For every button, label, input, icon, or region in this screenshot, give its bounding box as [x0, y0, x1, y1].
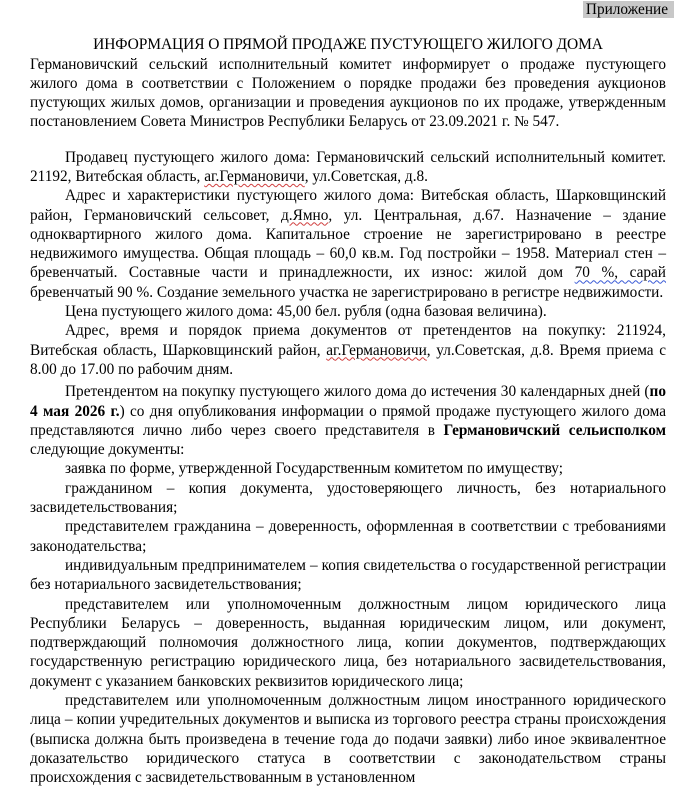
- applicant-text-1: Претендентом на покупку пустующего жилого дома до истечения 30 календарных дней (: [65, 383, 650, 401]
- address-text-1: Адрес и характеристики пустующего жилого дома: Витебская область, Шарковщинский район, Германовичский сельсовет,: [30, 187, 666, 224]
- annex-row: [30, 0, 674, 17]
- seller-locality: аг.Германовичи: [204, 167, 305, 185]
- applicant-deadline: по 4 мая 2026 г.: [30, 383, 666, 420]
- document-item: представителем гражданина – доверенность, оформленная в соответствии с требованиями законодательства;: [30, 518, 666, 555]
- document-item: гражданином – копия документа, удостоверяющего личность, без нотариального засвидетельствования;: [30, 479, 666, 517]
- reception-locality: аг.Германовичи: [326, 341, 427, 359]
- address-text-3: бревенчатый 90 %. Создание земельного участка не зарегистрировано в регистре недвижимости.: [30, 283, 664, 301]
- applicant-office: Германовичский сельисполком: [443, 421, 666, 439]
- applicant-paragraph: [30, 382, 666, 459]
- address-wear: 70 %, сарай: [574, 264, 666, 282]
- document-item: представителем или уполномоченным должностным лицом иностранного юридического лица – копии учредительных документов и выписка из торгового реестра страны происхождения (выписка должна быть произведена в течение года до подачи заявки) либо иное эквивалентное доказательство юридического статуса в соответствии с законодательством страны происхождения с засвидетельствованным в установленном: [30, 692, 666, 787]
- seller-street: , ул.Советская, д.8.: [304, 167, 429, 185]
- price-paragraph: Цена пустующего жилого дома: 45,00 бел. рубля (одна базовая величина).: [65, 303, 547, 321]
- document-title: ИНФОРМАЦИЯ О ПРЯМОЙ ПРОДАЖЕ ПУСТУЮЩЕГО ЖИЛОГО ДОМА: [93, 36, 603, 53]
- address-village: д.Ямно: [281, 206, 329, 224]
- document-item: заявка по форме, утвержденной Государственным комитетом по имуществу;: [65, 460, 563, 478]
- reception-text: Адрес, время и порядок приема документов от претендентов на покупку: 211924, Витебская область, Шарковщинский район,: [30, 322, 666, 359]
- address-text-2: , ул. Центральная, д.67. Назначение – здание одноквартирного жилого дома. Капитальное строение не зарегистрировано в реестре недвижимого имущества. Общая площадь – 60,0 кв.м. Год постройки – 1958. Материал стен – бревенчатый. Составные части и принадлежности, их износ: жилой дом: [30, 206, 666, 282]
- address-paragraph: [30, 186, 666, 302]
- annex-label: Приложение: [583, 1, 674, 18]
- applicant-text-3: следующие документы:: [30, 441, 185, 459]
- applicant-text-2: ) со дня опубликования информации о прямой продаже пустующего жилого дома представляются лично либо через своего представителя в: [30, 402, 667, 439]
- document-item: представителем или уполномоченным должностным лицом юридического лица Республики Беларусь – доверенность, выданная юридическим лицом, или документ, подтверждающий полномочия должностного лица, копии документов, подтверждающих государственную регистрацию юридического лица, без нотариального засвидетельствования, документ с указанием банковских реквизитов юридического лица;: [30, 595, 666, 690]
- seller-text: Продавец пустующего жилого дома: Германовичский сельский исполнительный комитет. 21192, Витебская область,: [30, 148, 666, 185]
- reception-time: , ул.Советская, д.8. Время приема с 8.00 до 17.00 по рабочим дням.: [30, 341, 666, 378]
- reception-paragraph: [30, 321, 666, 379]
- intro-paragraph: Германовичский сельский исполнительный комитет информирует о продаже пустующего жилого дома в соответствии с Положением о порядке продажи без проведения аукционов пустующих жилых домов, организации и проведения аукционов по их продаже, утвержденным постановлением Совета Министров Республики Беларусь от 23.09.2021 г. № 547.: [30, 55, 666, 131]
- seller-paragraph: [30, 148, 666, 187]
- document-item: индивидуальным предпринимателем – копия свидетельства о государственной регистрации без нотариального засвидетельствования;: [30, 556, 666, 594]
